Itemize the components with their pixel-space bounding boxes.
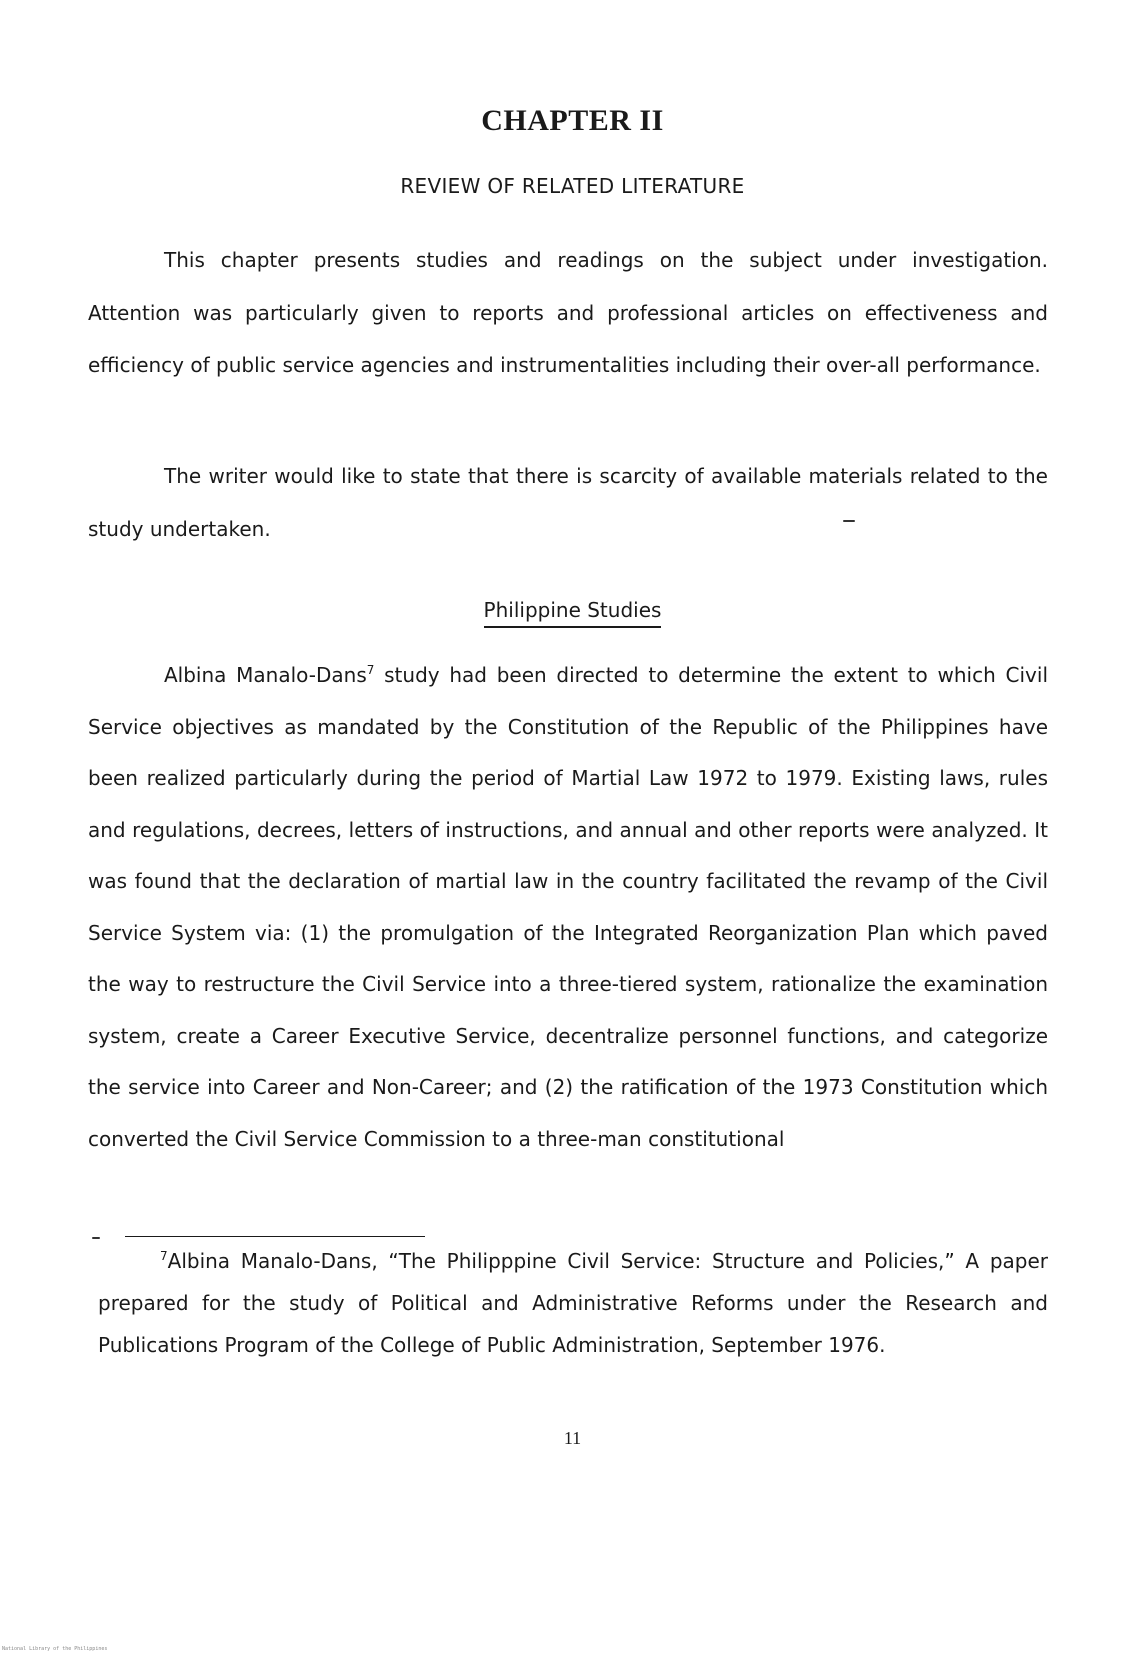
section-heading-text: Philippine Studies — [484, 598, 662, 628]
footnote — [98, 1240, 1048, 1366]
footnote-marker: 7 — [160, 1249, 168, 1263]
scan-footer-text: National Library of the Philippines — [2, 1646, 108, 1652]
scan-speck — [92, 1237, 100, 1239]
intro-paragraph-2: The writer would like to state that there is scarcity of available materials related to the study undertaken. — [88, 464, 1048, 541]
body-paragraph-1 — [88, 650, 1048, 1165]
footnote-reference: 7 — [366, 663, 375, 677]
author-name: Albina Manalo-Dans — [164, 663, 367, 687]
chapter-title: CHAPTER II — [481, 104, 664, 137]
page-number: 11 — [563, 1428, 582, 1448]
chapter-subtitle: REVIEW OF RELATED LITERATURE — [400, 174, 745, 198]
scan-speck — [843, 520, 855, 522]
intro-paragraph-1: This chapter presents studies and readings on the subject under investigation. Attention was particularly given to reports and professional articles on effectiveness and efficiency of public service agencies and instrumentalities including their over-all performance. — [88, 248, 1048, 377]
body-paragraph-text: study had been directed to determine the extent to which Civil Service objectives as mandated by the Constitution of the Republic of the Philippines have been realized particularly during the period of Martial Law 1972 to 1979. Existing laws, rules and regulations, decrees, letters of instructions, and annual and other reports were analyzed. It was found that the declaration of martial law in the country facilitated the revamp of the Civil Service System via: (1) the promulgation of the Integrated Reorganization Plan which paved the way to restructure the Civil Service into a three-tiered system, rationalize the examination system, create a Career Executive Service, decentralize personnel functions, and categorize the service into Career and Non-Career; and (2) the ratification of the 1973 Constitution which converted the Civil Service Commission to a three-man constitutional — [88, 663, 1049, 1151]
footnote-text: Albina Manalo-Dans, “The Philipppine Civil Service: Structure and Policies,” A paper prepared for the study of Political and Administrative Reforms under the Research and Publications Program of the College of Public Administration, September 1976. — [98, 1249, 1048, 1357]
footnote-divider — [125, 1236, 425, 1237]
section-heading — [0, 598, 1145, 628]
